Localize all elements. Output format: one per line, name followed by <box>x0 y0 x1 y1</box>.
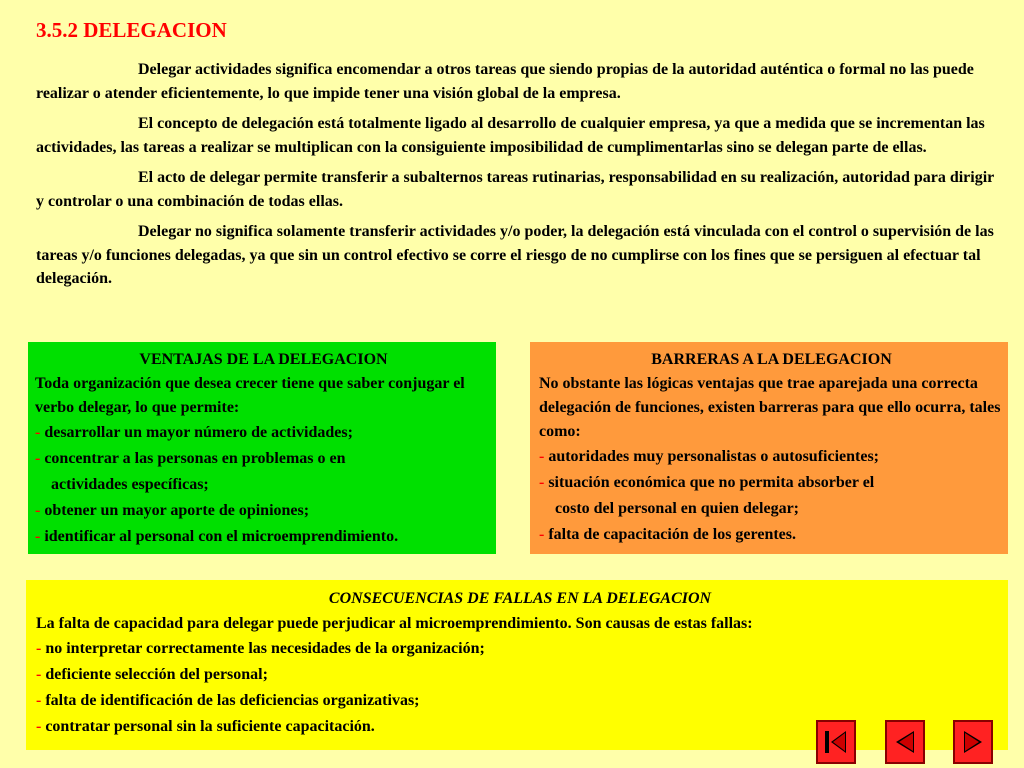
list-item: - contratar personal sin la suficiente capacitación. <box>36 718 375 735</box>
consecuencias-title: CONSECUENCIAS DE FALLAS EN LA DELEGACION <box>328 590 712 607</box>
page-title: 3.5.2 DELEGACION <box>36 18 227 42</box>
list-item: - identificar al personal con el microemprendimiento. <box>35 528 399 545</box>
list-item: - falta de identificación de las deficiencias organizativas; <box>36 692 420 709</box>
previous-slide-icon <box>887 722 923 762</box>
list-item: - deficiente selección del personal; <box>36 666 268 683</box>
intro-paragraph: Delegar no significa solamente transferir actividades y/o poder, la delegación está vinculada con el control o supervisión de las tareas y/o funciones delegadas, ya que sin un control efectivo se corre el riesgo de no cumplirse con los fines que se persiguen al efectuar tal delegación. <box>36 223 994 287</box>
list-item: - no interpretar correctamente las necesidades de la organización; <box>36 640 485 657</box>
barreras-box <box>530 342 1008 554</box>
list-item: - obtener un mayor aporte de opiniones; <box>35 502 310 519</box>
consecuencias-text: La falta de capacidad para delegar puede perjudicar al microemprendimiento. Son causas de estas fallas: <box>36 615 753 632</box>
intro-paragraph: El acto de delegar permite transferir a subalternos tareas rutinarias, responsabilidad en su realización, autoridad para dirigir y controlar o una combinación de todas ellas. <box>36 169 994 210</box>
list-item: - falta de capacitación de los gerentes. <box>539 526 796 543</box>
next-slide-icon <box>955 722 991 762</box>
list-item: - concentrar a las personas en problemas o en <box>35 450 346 467</box>
list-item: costo del personal en quien delegar; <box>555 500 799 517</box>
first-slide-button[interactable] <box>816 720 856 764</box>
consecuencias-box <box>26 580 1008 750</box>
barreras-title: BARRERAS A LA DELEGACION <box>651 351 892 368</box>
barreras-list <box>539 444 1004 548</box>
list-item: actividades específicas; <box>51 476 209 493</box>
ventajas-title: VENTAJAS DE LA DELEGACION <box>139 351 388 368</box>
next-slide-button[interactable] <box>953 720 993 764</box>
previous-slide-button[interactable] <box>885 720 925 764</box>
intro-text <box>36 58 998 298</box>
list-item: - autoridades muy personalistas o autosuficientes; <box>539 448 880 465</box>
intro-paragraph: El concepto de delegación está totalmente ligado al desarrollo de cualquier empresa, ya que a medida que se incrementan las actividades, las tareas a realizar se multiplican con la consiguiente imposibilidad de cumplimentarlas sino se delegan parte de ellas. <box>36 115 985 156</box>
ventajas-box <box>28 342 496 554</box>
list-item: - situación económica que no permita absorber el <box>539 474 875 491</box>
barreras-text: No obstante las lógicas ventajas que trae aparejada una correcta delegación de funciones, existen barreras para que ello ocurra, tales como: <box>539 375 1001 440</box>
ventajas-text: Toda organización que desea crecer tiene que saber conjugar el verbo delegar, lo que permite: <box>35 375 465 416</box>
ventajas-list <box>35 420 492 550</box>
first-slide-icon <box>818 722 854 762</box>
list-item: - desarrollar un mayor número de actividades; <box>35 424 353 441</box>
consecuencias-list <box>36 636 1004 740</box>
intro-paragraph: Delegar actividades significa encomendar a otros tareas que siendo propias de la autoridad auténtica o formal no las puede realizar o atender eficientemente, lo que impide tener una visión global de la empresa. <box>36 61 974 102</box>
